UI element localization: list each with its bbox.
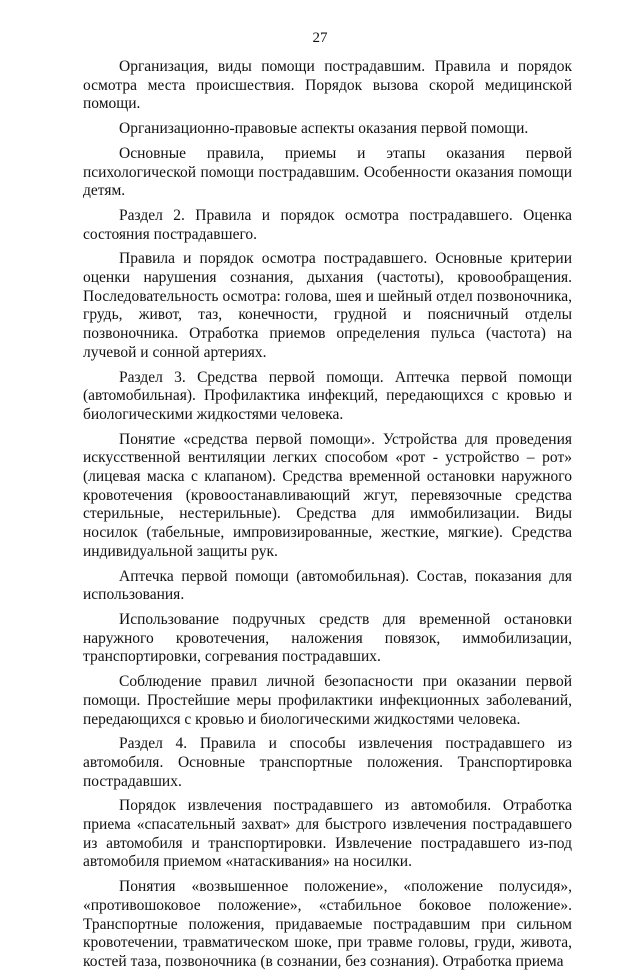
paragraph: Организационно-правовые аспекты оказания первой помощи. [119, 120, 529, 138]
section-heading-paragraph: Раздел 2. Правила и порядок осмотра пострадавшего. Оценка состояния пострадавшего. [83, 206, 572, 243]
section-heading-paragraph: Раздел 4. Правила и способы извлечения пострадавшего из автомобиля. Основные транспортные положения. Транспортировка пострадавших. [83, 735, 572, 790]
paragraph: Понятие «средства первой помощи». Устройства для проведения искусственной вентиляции легких способом «рот - устройство – рот» (лицевая маска с клапаном). Средства временной остановки наружного кровотечения (кровоостанавливающий жгут, перевязочные средства стерильные, нестерильные). Средства для иммобилизации. Виды носилок (табельные, импровизированные, жесткие, мягкие). Средства индивидуальной защиты рук. [83, 430, 572, 560]
paragraph: Организация, виды помощи пострадавшим. Правила и порядок осмотра места происшествия. Порядок вызова скорой медицинской помощи. [83, 58, 572, 113]
page-body [83, 58, 572, 978]
paragraph: Аптечка первой помощи (автомобильная). Состав, показания для использования. [83, 567, 572, 604]
section-heading-paragraph: Раздел 3. Средства первой помощи. Аптечка первой помощи (автомобильная). Профилактика инфекций, передающихся с кровью и биологическими жидкостями человека. [83, 368, 572, 423]
paragraph: Соблюдение правил личной безопасности при оказании первой помощи. Простейшие меры профилактики инфекционных заболеваний, передающихся с кровью и биологическими жидкостями человека. [83, 673, 572, 728]
paragraph: Основные правила, приемы и этапы оказания первой психологической помощи пострадавшим. Особенности оказания помощи детям. [83, 144, 572, 200]
paragraph: Правила и порядок осмотра пострадавшего. Основные критерии оценки нарушения сознания, дыхания (частоты), кровообращения. Последовательность осмотра: голова, шея и шейный отдел позвоночника, грудь, живот, таз, конечности, грудной и поясничный отделы позвоночника. Отработка приемов определения пульса (частота) на лучевой и сонной артериях. [83, 250, 572, 361]
paragraph: Порядок извлечения пострадавшего из автомобиля. Отработка приема «спасательный захват» для быстрого извлечения пострадавшего из автомобиля и транспортировки. Извлечение пострадавшего из-под автомобиля приемом «натаскивания» на носилки. [83, 797, 572, 871]
paragraph: Использование подручных средств для временной остановки наружного кровотечения, наложения повязок, иммобилизации, транспортировки, согревания пострадавших. [83, 610, 572, 666]
page-number: 27 [312, 30, 328, 46]
paragraph: Понятия «возвышенное положение», «положение полусидя», «противошоковое положение», «стабильное боковое положение». Транспортные положения, придаваемые пострадавшим при сильном кровотечении, травматическом шоке, при травме головы, груди, живота, костей таза, позвоночника (в сознании, без сознания). Отработка приема [83, 878, 572, 970]
